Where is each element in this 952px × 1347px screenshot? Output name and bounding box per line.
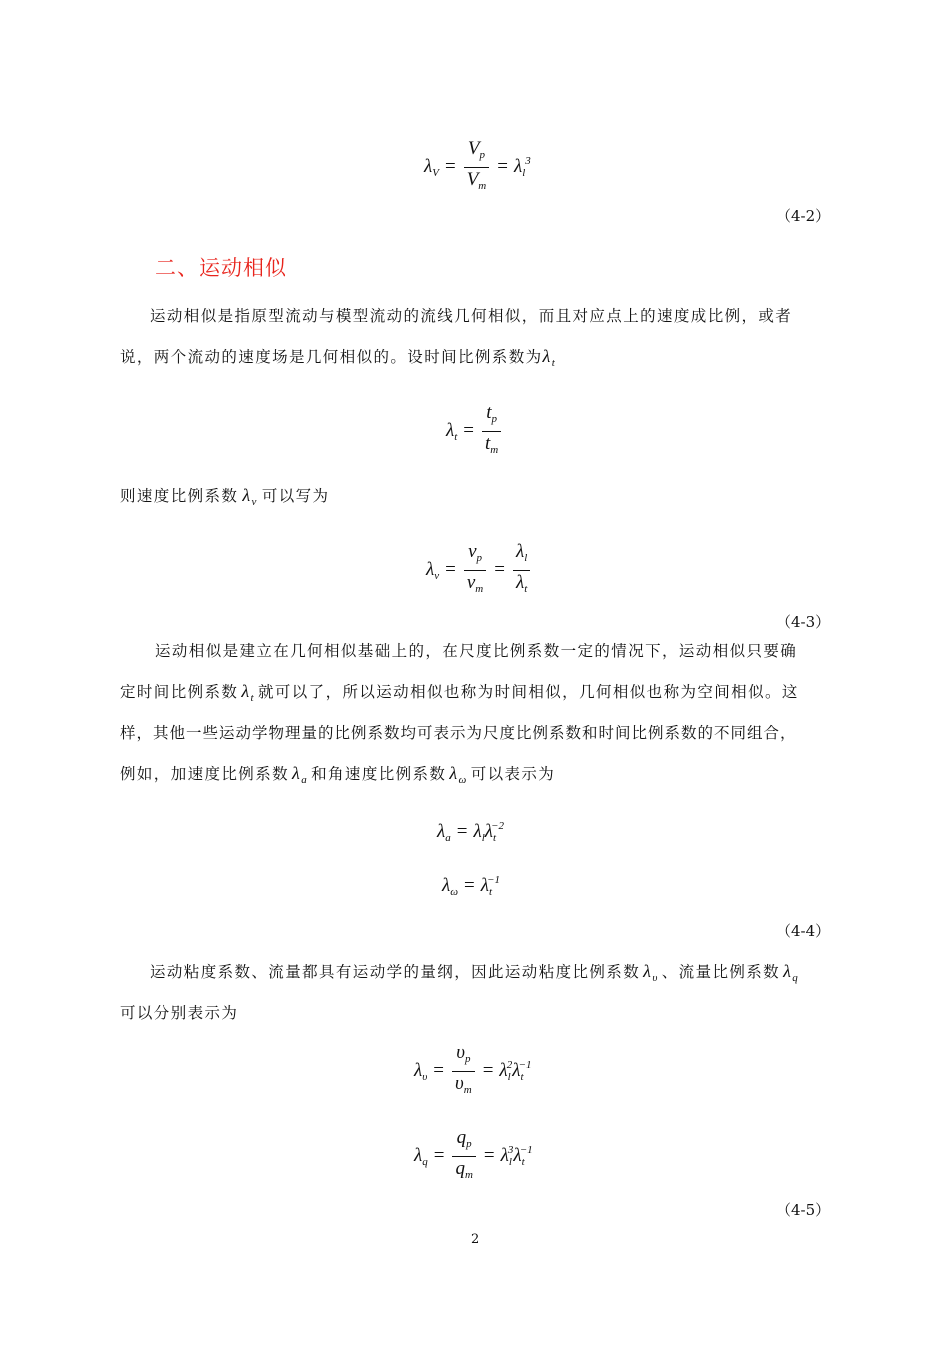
- formula-lambda-V: $\lambda_V$ = $\frac{V_p}{V_m}$ = $\lambda_l^3$: [424, 138, 531, 192]
- formula-lambda-v: $\lambda_v$ = $\frac{v_p}{v_m}$ = $\frac{\lambda_l}{\lambda_t}$: [426, 541, 532, 600]
- paragraph-text: 可以表示为: [470, 765, 556, 783]
- formula-lambda-omega: $\lambda_\omega = \lambda_t^{-1}$: [442, 874, 500, 898]
- paragraph-text: 例如，加速度比例系数: [120, 765, 290, 783]
- paragraph-line: [120, 760, 555, 793]
- paragraph-line: [120, 343, 556, 376]
- paragraph-text: 说，两个流动的速度场是几何相似的。设时间比例系数为: [120, 348, 543, 366]
- paragraph-text: 定时间比例系数: [120, 683, 239, 701]
- page-number: 2: [471, 1232, 480, 1247]
- paragraph-line: [150, 958, 799, 991]
- paragraph-text: 则速度比例系数: [120, 487, 239, 505]
- paragraph-line: [120, 482, 329, 515]
- symbol-lambda-q: $\lambda_q$: [783, 961, 800, 984]
- paragraph-text: 可以写为: [261, 487, 330, 505]
- symbol-lambda-a: $\lambda_a$: [292, 763, 309, 786]
- paragraph-text: 和角速度比例系数: [311, 765, 447, 783]
- section-heading: 二、运动相似: [155, 256, 287, 280]
- paragraph-line: 可以分别表示为: [120, 1004, 239, 1022]
- paragraph-line: 样，其他一些运动学物理量的比例系数均可表示为尺度比例系数和时间比例系数的不同组合，: [120, 724, 797, 742]
- paragraph-text: 运动粘度系数、流量都具有运动学的量纲，因此运动粘度比例系数: [150, 963, 641, 981]
- symbol-lambda-t: $\lambda_t$: [241, 681, 255, 704]
- symbol-lambda-nu: $\lambda_\upsilon$: [643, 961, 659, 984]
- equation-number: （4-5）: [776, 1201, 831, 1219]
- symbol-lambda-t: $\lambda_t$: [542, 346, 557, 369]
- paragraph-text: 、流量比例系数: [661, 963, 781, 981]
- formula-lambda-nu: $\lambda_\upsilon$ = $\frac{\upsilon_p}{\upsilon_m}$ = $\lambda_l^2\lambda_t^{-1}$: [414, 1042, 532, 1096]
- equation-number: （4-4）: [776, 922, 831, 940]
- equation-number: （4-3）: [776, 613, 831, 631]
- paragraph-line: 运动相似是建立在几何相似基础上的，在尺度比例系数一定的情况下，运动相似只要确: [155, 642, 798, 660]
- formula-lambda-q: $\lambda_q$ = $\frac{q_p}{q_m}$ = $\lambda_l^3\lambda_t^{-1}$: [414, 1127, 533, 1181]
- equation-number: （4-2）: [776, 207, 831, 225]
- formula-lambda-t: $\lambda_t$ = $\frac{t_p}{t_m}$: [446, 402, 503, 461]
- symbol-lambda-v: $\lambda_v$: [242, 485, 258, 508]
- formula-lambda-a: $\lambda_a = \lambda_l\lambda_t^{-2}$: [437, 820, 504, 844]
- paragraph-line: [120, 678, 799, 711]
- paragraph-line: 运动相似是指原型流动与模型流动的流线几何相似，而且对应点上的速度成比例，或者: [150, 307, 793, 325]
- symbol-lambda-omega: $\lambda_\omega$: [449, 763, 468, 786]
- paragraph-text: 就可以了，所以运动相似也称为时间相似，几何相似也称为空间相似。这: [257, 683, 799, 701]
